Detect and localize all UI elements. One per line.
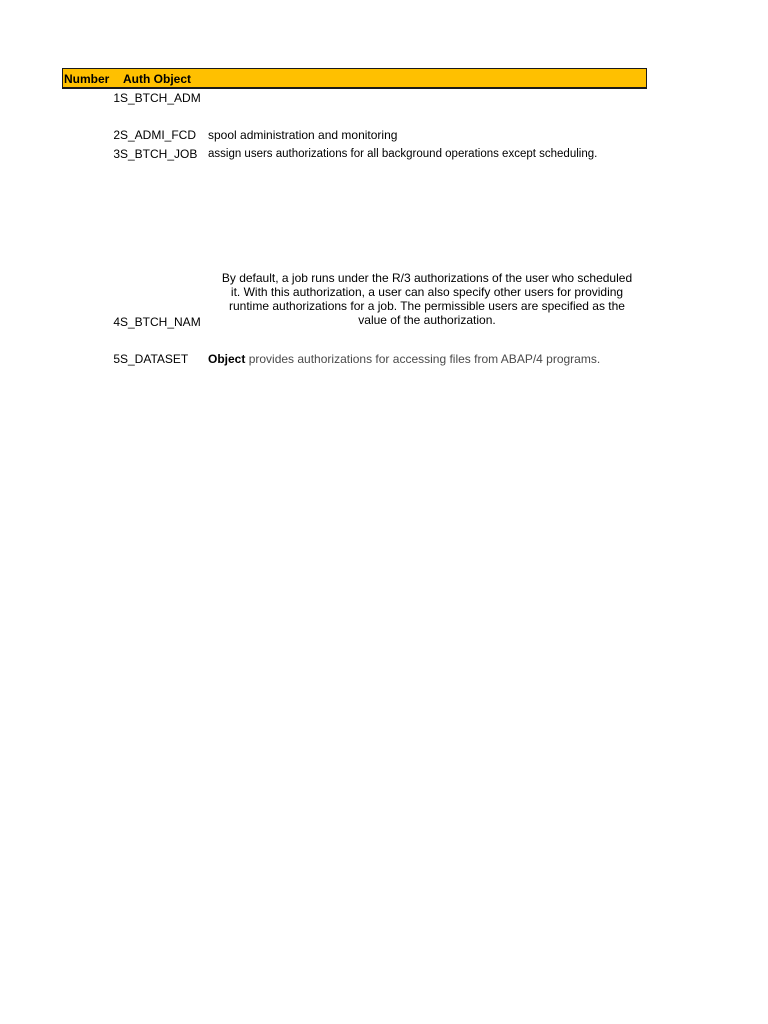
table-row-4 bbox=[62, 271, 647, 329]
description-line: By default, a job runs under the R/3 authorizations of the user who scheduled bbox=[221, 271, 633, 285]
description-label: Object bbox=[208, 352, 246, 366]
row-number: 3 bbox=[113, 147, 120, 161]
row-number: 4 bbox=[113, 315, 120, 329]
row-description: assign users authorizations for all background operations except scheduling. bbox=[208, 148, 598, 160]
row-description bbox=[208, 352, 648, 366]
description-line: it. With this authorization, a user can also specify other users for providing bbox=[230, 285, 624, 299]
description-line: value of the authorization. bbox=[358, 313, 496, 327]
spreadsheet-sheet bbox=[62, 68, 647, 366]
row-auth-object: S_ADMI_FCD bbox=[120, 128, 197, 142]
row-auth-object: S_BTCH_NAM bbox=[120, 315, 201, 329]
table-row-5 bbox=[62, 352, 647, 368]
description-line: runtime authorizations for a job. The permissible users are specified as the bbox=[229, 299, 625, 313]
row-auth-object: S_BTCH_ADM bbox=[120, 91, 201, 105]
description-text: provides authorizations for accessing files from ABAP/4 programs. bbox=[248, 352, 601, 366]
row-number: 2 bbox=[113, 128, 120, 142]
header-number: Number bbox=[64, 72, 110, 86]
table-row-2 bbox=[62, 128, 647, 144]
row-auth-object: S_DATASET bbox=[120, 352, 189, 366]
table-row-1 bbox=[62, 91, 647, 107]
row-description-multiline bbox=[206, 271, 648, 327]
table-row-3 bbox=[62, 147, 647, 163]
header-row bbox=[62, 68, 647, 89]
row-number: 5 bbox=[113, 352, 120, 366]
header-auth-object: Auth Object bbox=[123, 72, 191, 86]
row-auth-object: S_BTCH_JOB bbox=[120, 147, 198, 161]
row-number: 1 bbox=[113, 91, 120, 105]
row-description: spool administration and monitoring bbox=[208, 128, 398, 142]
